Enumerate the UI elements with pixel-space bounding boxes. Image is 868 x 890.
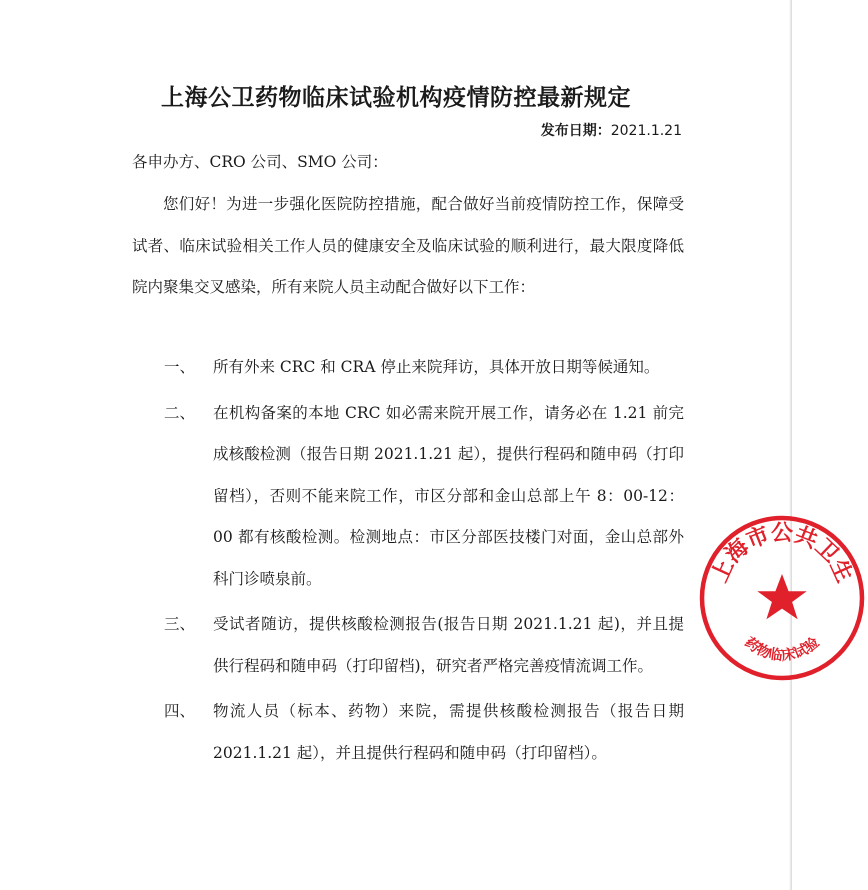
salutation: 各申办方、CRO 公司、SMO 公司： xyxy=(132,153,388,171)
publish-date-label: 发布日期： xyxy=(540,123,611,139)
publish-date-value: 2021.1.21 xyxy=(610,123,682,139)
official-seal xyxy=(696,512,868,684)
list-item xyxy=(132,691,684,774)
list-item-text: 在机构备案的本地 CRC 如必需来院开展工作，请务必在 1.21 前完成核酸检测（报告日期 2021.1.21 起），提供行程码和随申码（打印留档），否则不能来院工作，市区分部和金山总部上午 8：00-12：00 都有核酸检测。检测地点：市区分部医技楼门对面，金山总部外科门诊喷泉前。 xyxy=(213,403,684,588)
publish-date xyxy=(541,120,682,140)
list-item-text: 物流人员（标本、药物）来院，需提供核酸检测报告（报告日期 2021.1.21 起），并且提供行程码和随申码（打印留档）。 xyxy=(213,702,684,762)
intro-paragraph: 您们好！为进一步强化医院防控措施，配合做好当前疫情防控工作，保障受试者、临床试验相关工作人员的健康安全及临床试验的顺利进行，最大限度降低院内聚集交叉感染，所有来院人员主动配合做好以下工作： xyxy=(132,195,684,296)
seal-top-text: 上海市公共卫生 xyxy=(706,520,858,587)
list-item xyxy=(132,604,684,687)
page-edge-shadow xyxy=(789,0,792,890)
list-item-text: 所有外来 CRC 和 CRA 停止来院拜访，具体开放日期等候通知。 xyxy=(213,358,660,376)
seal-bottom-text: 药物临床试验 xyxy=(741,634,823,665)
star-icon xyxy=(757,574,806,619)
list-item xyxy=(132,393,684,601)
document-title: 上海公卫药物临床试验机构疫情防控最新规定 xyxy=(161,85,631,111)
list-item xyxy=(132,347,684,389)
list-item-text: 受试者随访，提供核酸检测报告(报告日期 2021.1.21 起)，并且提供行程码和随申码（打印留档)，研究者严格完善疫情流调工作。 xyxy=(213,615,684,675)
list-item-number: 三、 xyxy=(164,615,196,633)
rules-list xyxy=(132,347,684,778)
list-item-number: 四、 xyxy=(164,702,196,720)
list-item-number: 二、 xyxy=(164,403,196,422)
list-item-number: 一、 xyxy=(164,358,196,376)
